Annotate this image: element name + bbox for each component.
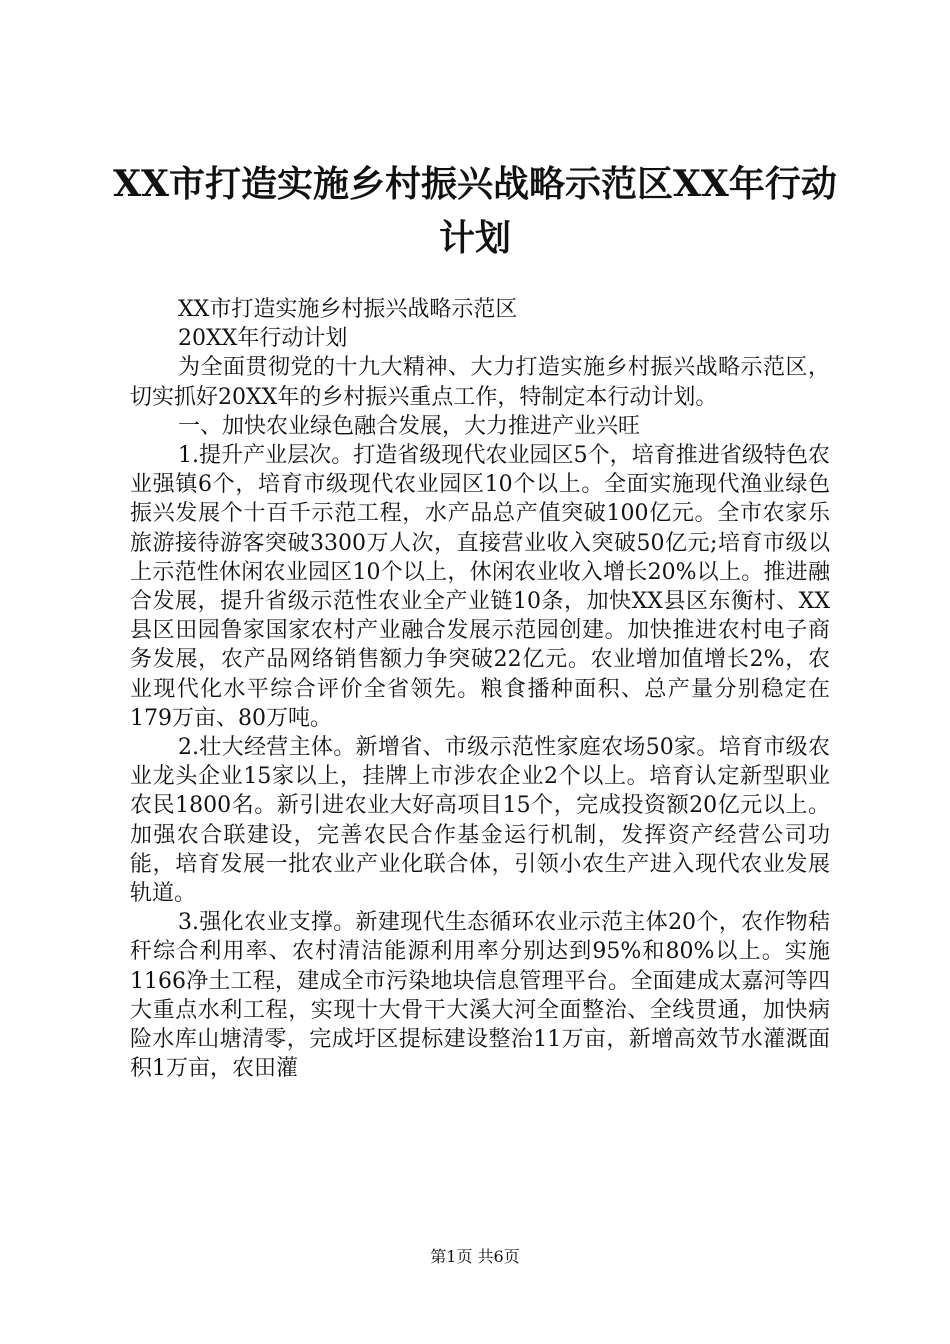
item-paragraph-2: 2.壮大经营主体。新增省、市级示范性家庭农场50家。培育市级农业龙头企业15家以上，挂牌上市涉农企业2个以上。培育认定新型职业农民1800名。新引进农业大好高项目15个，完成投资额20亿元以上。加强农合联建设，完善农民合作基金运行机制，发挥资产经营公司功能，培育发展一批农业产业化联合体，引领小农生产进入现代农业发展轨道。 (130, 735, 830, 907)
document-body (130, 295, 830, 1083)
item-paragraph-1: 1.提升产业层次。打造省级现代农业园区5个，培育推进省级特色农业强镇6个，培育市级现代农业园区10个以上。全面实施现代渔业绿色振兴发展个十百千示范工程，水产品总产值突破100亿元。全市农家乐旅游接待游客突破3300万人次，直接营业收入突破50亿元;培育市级以上示范性休闲农业园区10个以上，休闲农业收入增长20%以上。推进融合发展，提升省级示范性农业全产业链10条，加快XX县区东衡村、XX县区田园鲁家国家农村产业融合发展示范园创建。加快推进农村电子商务发展，农产品网络销售额力争突破22亿元。农业增加值增长2%，农业现代化水平综合评价全省领先。粮食播种面积、总产量分别稳定在179万亩、80万吨。 (130, 443, 830, 731)
subtitle-line-1: XX市打造实施乡村振兴战略示范区 (178, 297, 518, 322)
document-title-line-1: XX市打造实施乡村振兴战略示范区XX年行动 (113, 163, 837, 205)
section-heading-1: 一、加快农业绿色融合发展，大力推进产业兴旺 (178, 413, 641, 439)
subtitle-line-2: 20XX年行动计划 (178, 326, 348, 352)
item-paragraph-3: 3.强化农业支撑。新建现代生态循环农业示范主体20个，农作物秸秆综合利用率、农村清洁能源利用率分别达到95%和80%以上。实施1166净土工程，建成全市污染地块信息管理平台。全面建成太嘉河等四大重点水利工程，实现十大骨干大溪大河全面整治、全线贯通，加快病险水库山塘清零，完成圩区提标建设整治11万亩，新增高效节水灌溉面积1万亩，农田灌 (130, 910, 830, 1082)
document-title-line-2: 计划 (438, 217, 511, 259)
page-footer: 第1页 共6页 (430, 1247, 520, 1266)
intro-paragraph: 为全面贯彻党的十九大精神、大力打造实施乡村振兴战略示范区，切实抓好20XX年的乡村振兴重点工作，特制定本行动计划。 (130, 355, 830, 410)
